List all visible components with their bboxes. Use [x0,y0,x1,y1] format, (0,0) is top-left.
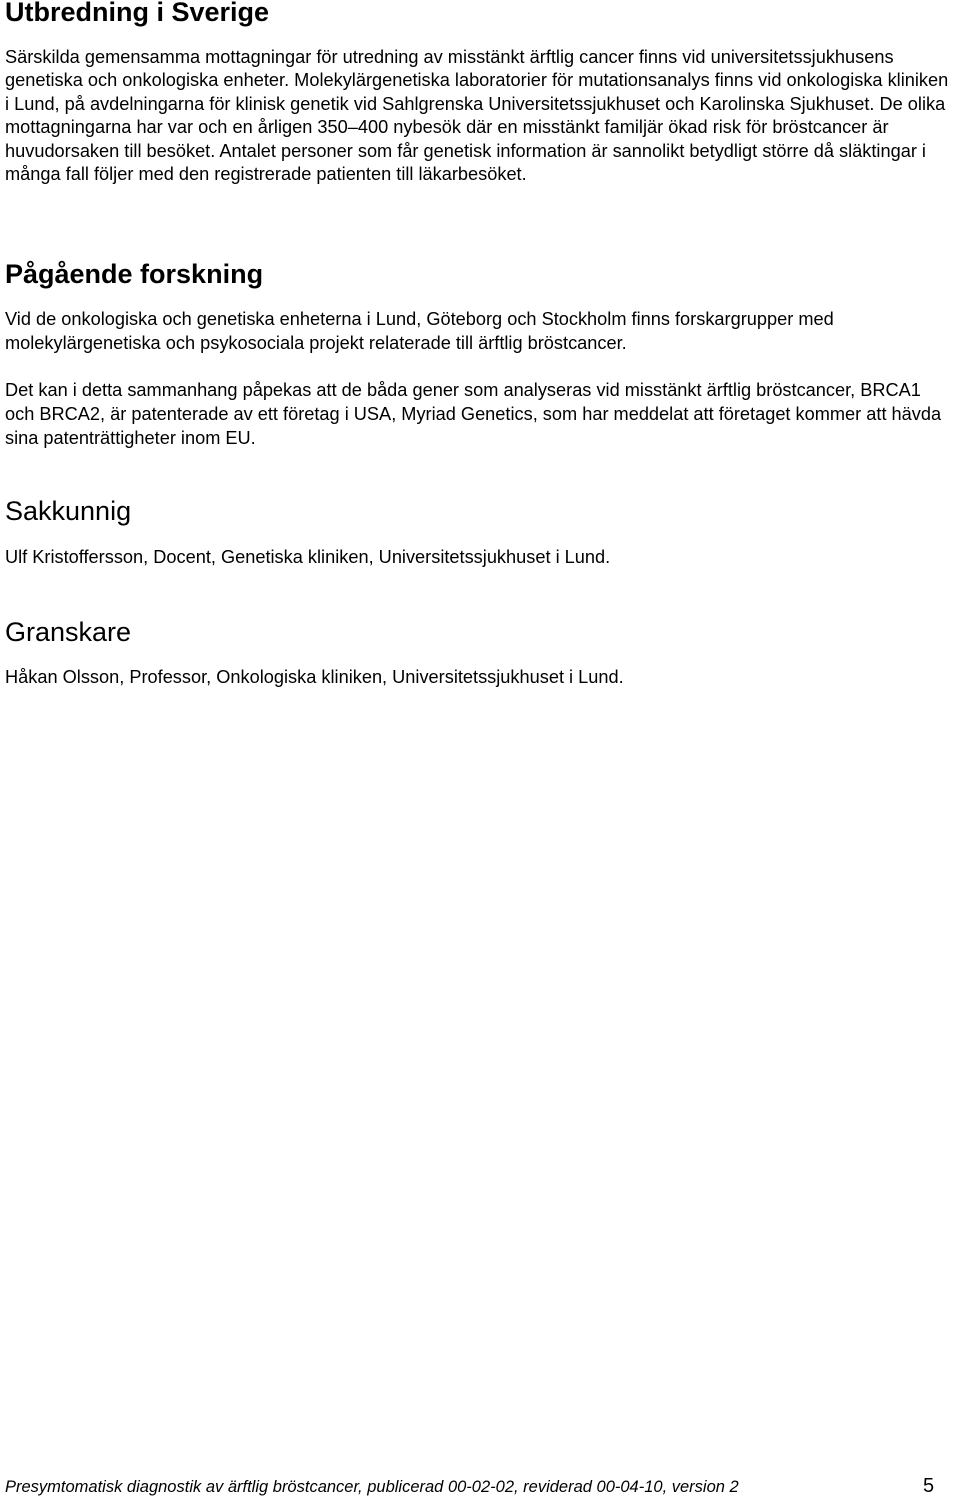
paragraph-forskning-1: Vid de onkologiska och genetiska enheterna i Lund, Göteborg och Stockholm finns forskargrupper med molekylärgenetiska och psykosociala projekt relaterade till ärftlig bröstcancer. [5,309,834,353]
section-heading-forskning: Pågående forskning [5,259,264,289]
footer-text: Presymtomatisk diagnostik av ärftlig bröstcancer, publicerad 00-02-02, reviderad 00-04-10, version 2 [5,1478,739,1496]
page-number: 5 [923,1475,935,1497]
section-heading-granskare: Granskare [5,617,132,647]
paragraph-granskare: Håkan Olsson, Professor, Onkologiska kliniken, Universitetssjukhuset i Lund. [5,667,624,687]
section-heading-sakkunnig: Sakkunnig [5,496,132,526]
paragraph-forskning-2: Det kan i detta sammanhang påpekas att de båda gener som analyseras vid misstänkt ärftlig bröstcancer, BRCA1 och BRCA2, är patenterade av ett företag i USA, Myriad Genetics, som har meddelat att företaget kommer att hävda sina patenträttigheter inom EU. [5,380,942,448]
section-heading-utbredning: Utbredning i Sverige [5,0,270,27]
paragraph-sakkunnig: Ulf Kristoffersson, Docent, Genetiska kliniken, Universitetssjukhuset i Lund. [5,547,611,567]
paragraph-utbredning: Särskilda gemensamma mottagningar för utredning av misstänkt ärftlig cancer finns vid universitetssjukhusens genetiska och onkologiska enheter. Molekylärgenetiska laboratorier för mutationsanalys finns vid onkologiska kliniken i Lund, på avdelningarna för klinisk genetik vid Sahlgrenska Universitetssjukhuset och Karolinska Sjukhuset. De olika mottagningarna har var och en årligen 350–400 nybesök där en misstänkt familjär ökad risk för bröstcancer är huvudorsaken till besöket. Antalet personer som får genetisk information är sannolikt betydligt större då släktingar i många fall följer med den registrerade patienten till läkarbesöket. [5,47,949,185]
